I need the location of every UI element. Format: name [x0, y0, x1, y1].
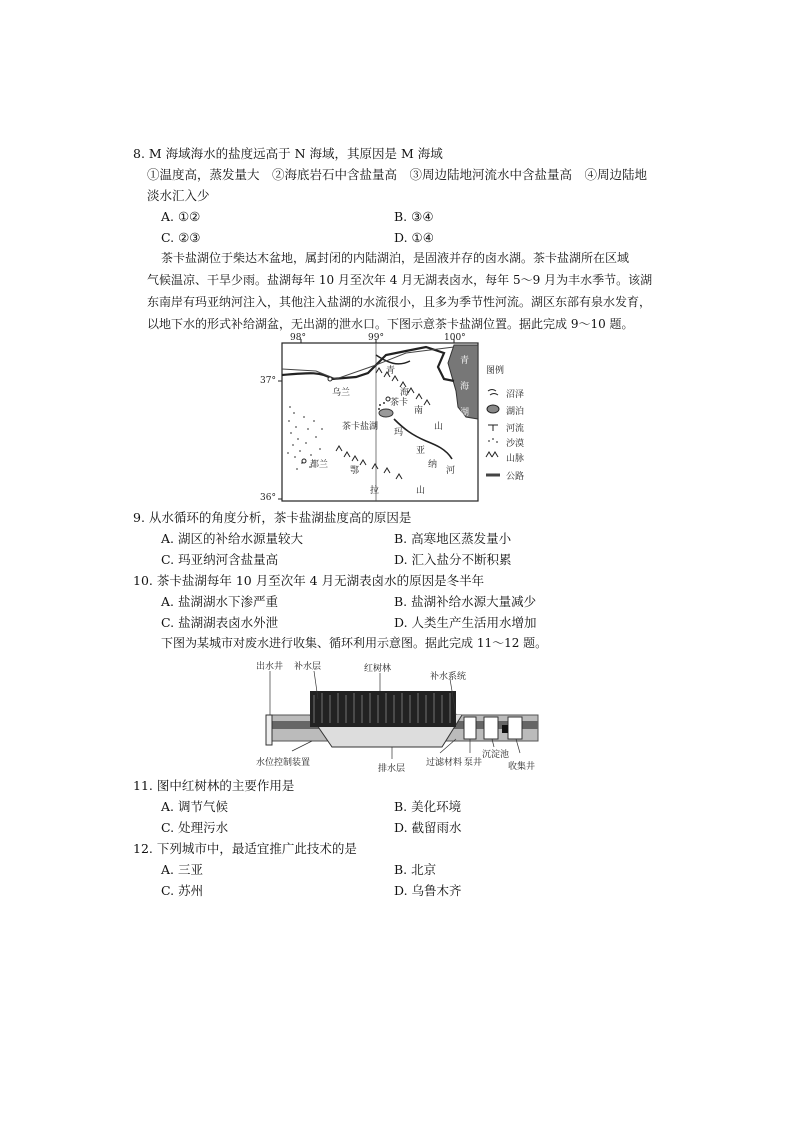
q8-option-a: A. ①②: [161, 209, 201, 224]
river-label: 河: [446, 466, 456, 476]
diagram-label-level-control: 水位控制装置: [256, 758, 311, 768]
q8-stem: 8. M 海域海水的盐度远高于 N 海域，其原因是 M 海域: [133, 146, 443, 161]
chaka-salt-lake-map: [260, 333, 536, 505]
q12-stem: 12. 下列城市中，最适宜推广此技术的是: [133, 841, 357, 856]
q9-stem: 9. 从水循环的角度分析，茶卡盐湖盐度高的原因是: [133, 510, 412, 525]
diagram-label-filter: 过滤材料: [426, 758, 463, 768]
wastewater-diagram: [252, 655, 544, 773]
mountain-label: 南: [414, 406, 424, 416]
mountain-label: 山: [416, 486, 426, 496]
legend-lake: 湖泊: [506, 407, 525, 417]
q8-option-d: D. ①④: [394, 230, 434, 245]
q10-option-c: C. 盐湖湖表卤水外泄: [161, 615, 279, 630]
q9-option-a: A. 湖区的补给水源量较大: [161, 531, 303, 546]
river-label: 纳: [428, 460, 438, 470]
legend-mountain: 山脉: [506, 454, 525, 464]
diagram-label-sediment-pool: 沉淀池: [482, 750, 510, 760]
q11-option-a: A. 调节气候: [161, 799, 228, 814]
q8-option-c: C. ②③: [161, 230, 201, 245]
place-wulan: 乌兰: [332, 388, 351, 398]
q8-choices-line: ①温度高，蒸发量大 ②海底岩石中含盐量高 ③周边陆地河流水中含盐量高 ④周边陆地: [147, 167, 648, 182]
q12-option-d: D. 乌鲁木齐: [394, 883, 462, 898]
diagram-label-outlet-well: 出水井: [256, 662, 284, 672]
diagram-label-mangrove: 红树林: [364, 664, 392, 674]
q10-option-b: B. 盐湖补给水源大量减少: [394, 594, 537, 609]
diagram-label-supply-system: 补水系统: [430, 672, 467, 682]
place-chaka-lake: 茶卡盐湖: [342, 422, 379, 432]
q9-option-b: B. 高寒地区蒸发量小: [394, 531, 512, 546]
mountain-label: 海: [400, 388, 410, 398]
intro1-line: 以地下水的形式补给湖盆，无出湖的泄水口。下图示意茶卡盐湖位置。据此完成 9～10 题。: [147, 317, 634, 331]
mountain-label: 青: [386, 366, 396, 376]
legend-marsh: 沼泽: [506, 390, 525, 400]
diagram-label-collect-well: 收集井: [508, 762, 536, 772]
place-chaka: 茶卡: [390, 398, 409, 408]
q9-option-d: D. 汇入盐分不断积累: [394, 552, 512, 567]
map-svg: [276, 333, 536, 505]
intro2-text: 下图为某城市对废水进行收集、循环利用示意图。据此完成 11～12 题。: [161, 636, 548, 650]
legend-title: 图例: [486, 366, 505, 376]
qinghai-lake-label: 湖: [460, 408, 470, 418]
mountain-label: 山: [434, 422, 444, 432]
q11-option-b: B. 美化环境: [394, 799, 462, 814]
intro1-line: 东南岸有玛亚纳河注入，其他注入盐湖的水流很小，且多为季节性河流。湖区东部有泉水发育，: [147, 295, 652, 309]
q12-option-c: C. 苏州: [161, 883, 204, 898]
legend-desert: 沙漠: [506, 439, 525, 449]
q11-option-d: D. 截留雨水: [394, 820, 462, 835]
intro1-line: 茶卡盐湖位于柴达木盆地，属封闭的内陆湖泊，是固液并存的卤水湖。茶卡盐湖所在区域: [161, 251, 630, 265]
mountain-label: 拉: [370, 486, 380, 496]
q11-stem: 11. 图中红树林的主要作用是: [133, 778, 295, 793]
river-label: 亚: [416, 446, 426, 456]
diagram-label-supply-layer: 补水层: [294, 662, 322, 672]
q12-option-a: A. 三亚: [161, 862, 203, 877]
q10-option-d: D. 人类生产生活用水增加: [394, 615, 537, 630]
diagram-label-pump-well: 泵井: [464, 758, 483, 768]
q12-option-b: B. 北京: [394, 862, 437, 877]
lat-label: 36°: [260, 493, 276, 503]
river-label: 玛: [394, 428, 404, 438]
diagram-label-drain-layer: 排水层: [378, 764, 406, 774]
lon-label: 99°: [368, 333, 384, 343]
qinghai-lake-label: 青: [460, 356, 470, 366]
q11-option-c: C. 处理污水: [161, 820, 229, 835]
q10-option-a: A. 盐湖湖水下渗严重: [161, 594, 278, 609]
q10-stem: 10. 茶卡盐湖每年 10 月至次年 4 月无湖表卤水的原因是冬半年: [133, 573, 485, 588]
qinghai-lake-label: 海: [460, 382, 470, 392]
lat-label: 37°: [260, 376, 276, 386]
intro1-line: 气候温凉、干旱少雨。盐湖每年 10 月至次年 4 月无湖表卤水，每年 5～9 月为丰水季节。该湖: [147, 273, 653, 287]
legend-river: 河流: [506, 424, 525, 434]
legend-road: 公路: [506, 472, 525, 482]
place-dulan: 都兰: [310, 460, 329, 470]
lon-label: 98°: [290, 333, 306, 343]
mountain-label: 鄂: [350, 466, 360, 476]
q9-option-c: C. 玛亚纳河含盐量高: [161, 552, 279, 567]
q8-option-b: B. ③④: [394, 209, 434, 224]
lon-label: 100°: [444, 333, 466, 343]
q8-choices-line: 淡水汇入少: [147, 188, 210, 203]
